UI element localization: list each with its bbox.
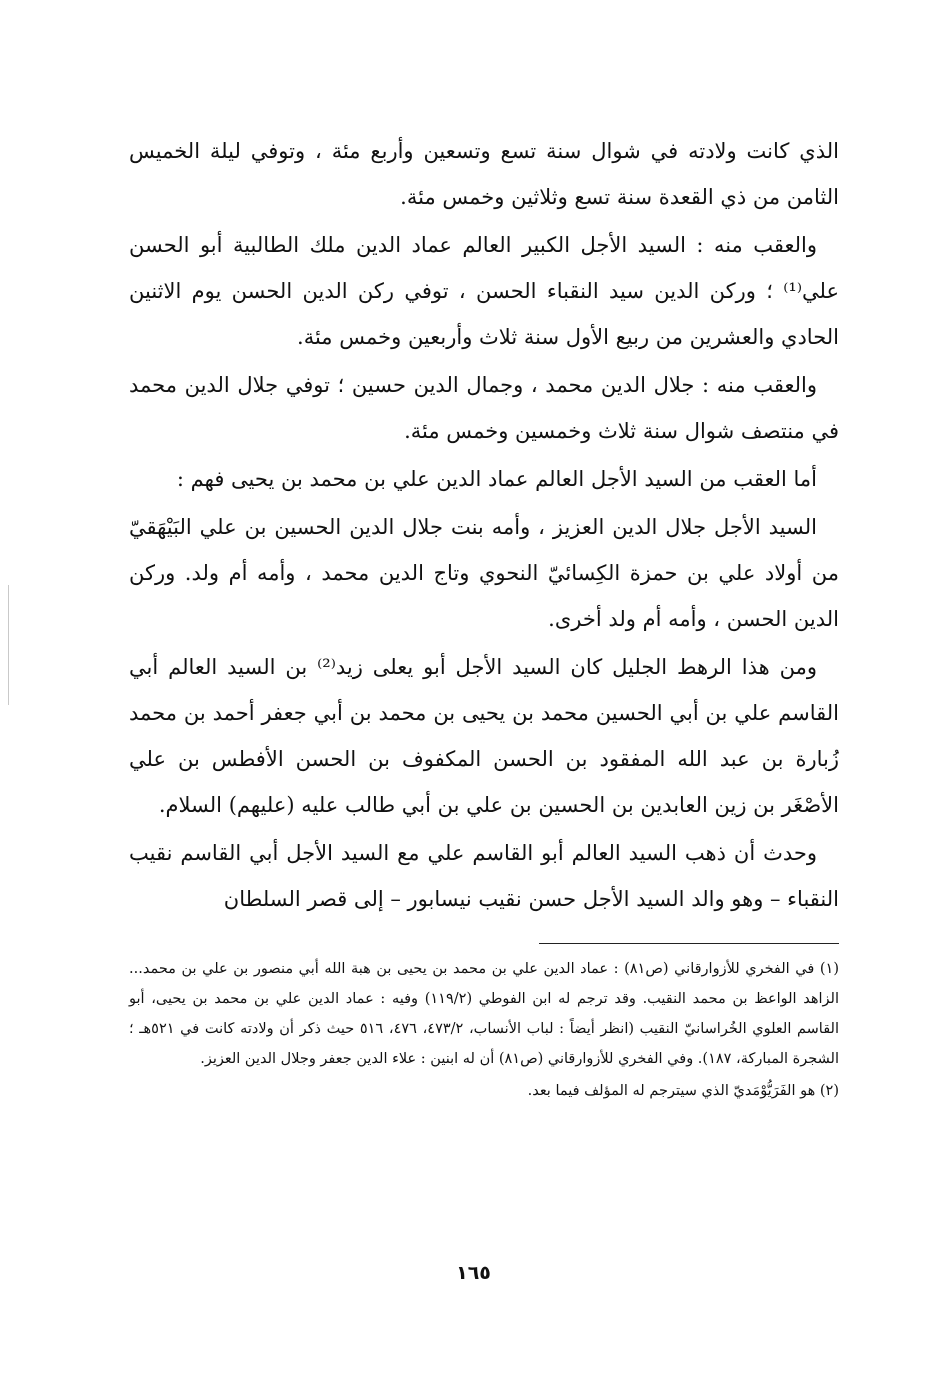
body-paragraph: والعقب منه : جلال الدين محمد ، وجمال الدين حسين ؛ توفي جلال الدين محمد في منتصف شوال سنة ثلاث وخمسين وخمس مئة.	[129, 373, 839, 443]
footnote: (١) في الفخري للأزوارقاني (ص٨١) : عماد الدين علي بن محمد بن يحيى بن هبة الله أبي منصور بن علي بن محمد... الزاهد الواعظ بن محمد النقيب. وقد ترجم له ابن الفوطي (١١٩/٢) وفيه : عماد الدين علي بن محمد بن يحيى، أبو القاسم العلوي الخُراسانيّ النقيب (انظر أيضاً : لباب الأنساب، ٤٧٣/٢، ٤٧٦، ٥١٦ حيث ذكر أن ولادته كانت في ٥٢١هـ ؛ الشجرة المباركة، ١٨٧). وفي الفخري للأزوارقاني (ص٨١) أن له ابنين : علاء الدين جعفر وجلال الدين العزيز.	[129, 961, 840, 1067]
footnote: (٢) هو الفَرَيُّوْمَديّ الذي سيترجم له المؤلف فيما بعد.	[527, 1083, 839, 1099]
scan-margin-line	[8, 585, 9, 705]
body-paragraph: وحدث أن ذهب السيد العالم أبو القاسم علي مع السيد الأجل أبي القاسم نقيب النقباء – وهو والد السيد الأجل حسن نقيب نيسابور – إلى قصر السلطان	[129, 841, 839, 911]
main-text	[129, 128, 839, 924]
body-paragraph: الذي كانت ولادته في شوال سنة تسع وتسعين وأربع مئة ، وتوفي ليلة الخميس الثامن من ذي القعدة سنة تسع وثلاثين وخمس مئة.	[129, 139, 839, 209]
footnote-separator	[539, 943, 839, 944]
body-paragraph: والعقب منه : السيد الأجل الكبير العالم عماد الدين ملك الطالبية أبو الحسن علي⁽¹⁾ ؛ وركن الدين سيد النقباء الحسن ، توفي ركن الدين الحسن يوم الاثنين الحادي والعشرين من ربيع الأول سنة ثلاث وأربعين وخمس مئة.	[129, 233, 839, 349]
footnotes	[129, 954, 839, 1108]
body-paragraph: السيد الأجل جلال الدين العزيز ، وأمه بنت جلال الدين الحسين بن علي البَيْهَقيّ من أولاد علي بن حمزة الكِسائيّ النحوي وتاج الدين محمد ، وأمه أم ولد. وركن الدين الحسن ، وأمه أم ولد أخرى.	[129, 515, 839, 631]
page-number: ١٦٥	[456, 1262, 491, 1284]
body-paragraph: ومن هذا الرهط الجليل كان السيد الأجل أبو يعلى زيد⁽²⁾ بن السيد العالم أبي القاسم علي بن أبي الحسين محمد بن يحيى بن محمد بن أبي جعفر أحمد بن محمد زُبارة بن عبد الله المفقود بن الحسن المكفوف بن الحسن الأفطس بن علي الأصْغَر بن زين العابدين بن الحسين بن علي بن أبي طالب عليه (عليهم) السلام.	[129, 655, 839, 817]
body-paragraph: أما العقب من السيد الأجل العالم عماد الدين علي بن محمد بن يحيى فهم :	[176, 467, 817, 491]
